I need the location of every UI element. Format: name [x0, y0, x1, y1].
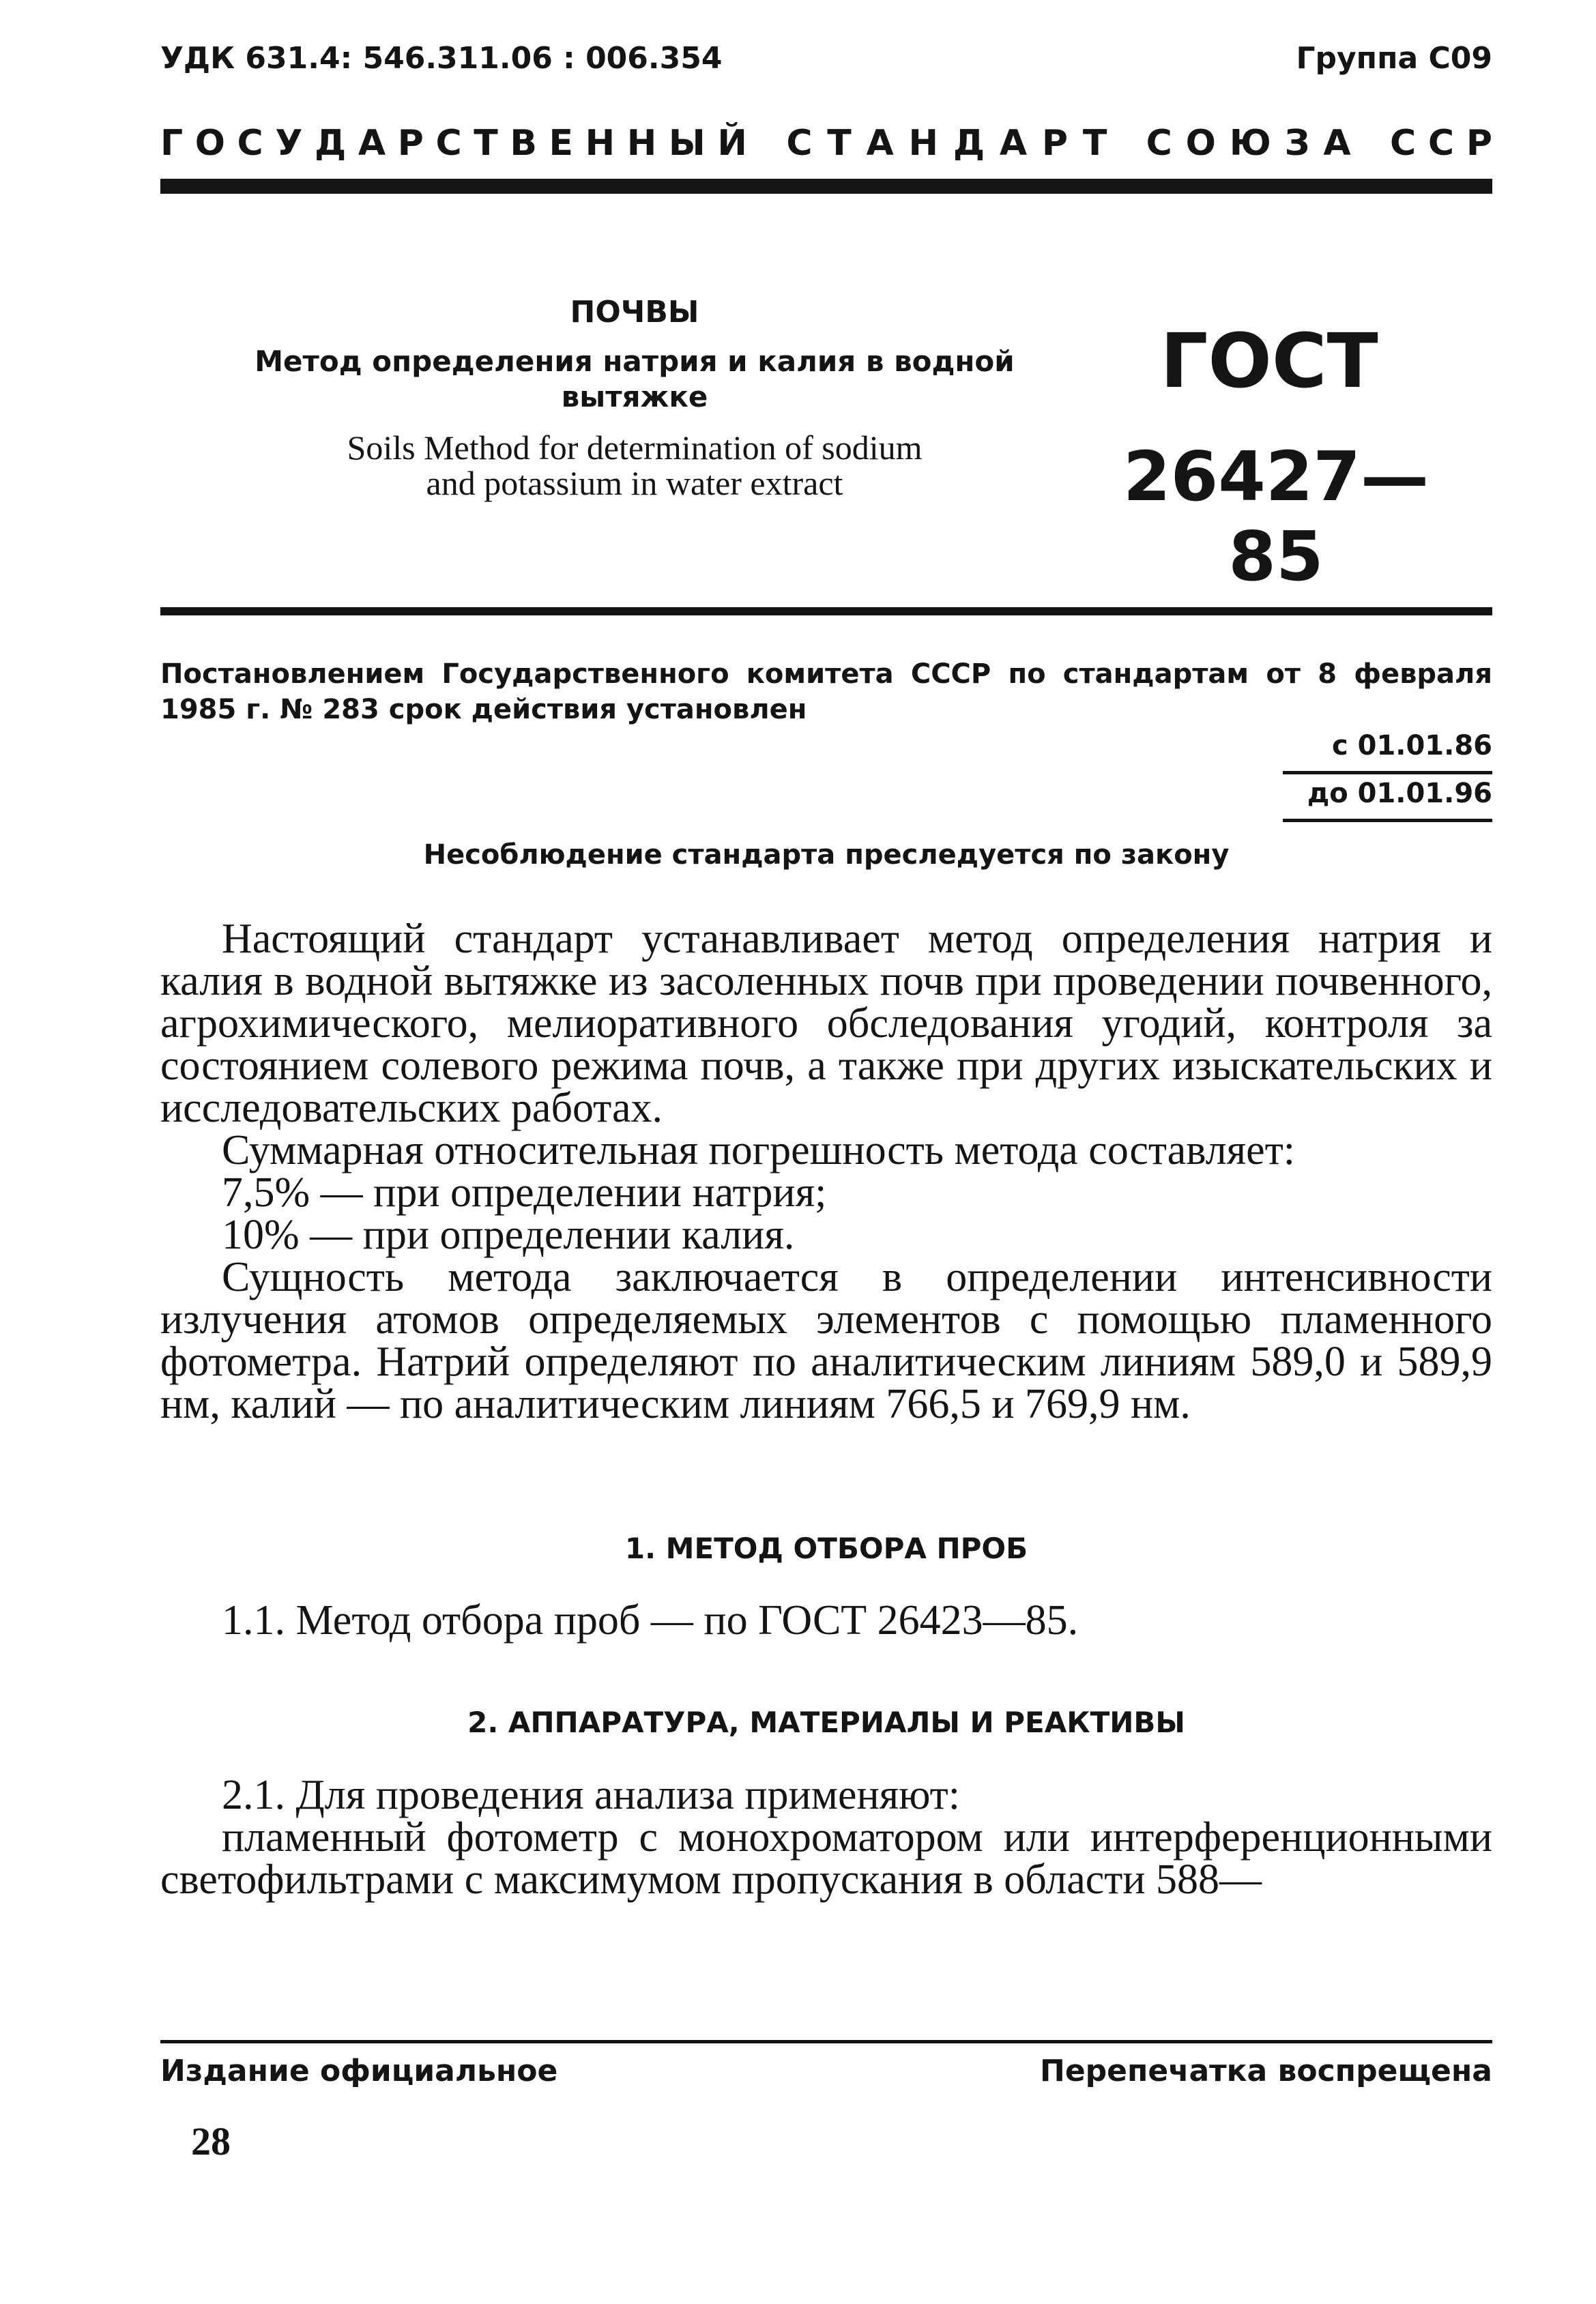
enforcement-notice: Несоблюдение стандарта преследуется по закону — [423, 839, 1230, 871]
header-letter: С — [237, 123, 263, 164]
header-letter: Р — [397, 123, 424, 164]
header-letter: Д — [315, 123, 347, 164]
header-letter: Ы — [668, 123, 706, 164]
header-letter: О — [194, 123, 225, 164]
header-letter: О — [1185, 123, 1216, 164]
method-title-en — [246, 430, 1024, 501]
paragraph-1-1: 1.1. Метод отбора проб — по ГОСТ 26423—85. — [222, 1597, 1079, 1644]
reprint-notice: Перепечатка воспрещена — [1040, 2054, 1492, 2088]
header-letter: Н — [585, 123, 615, 164]
method-title-ru: Метод определения натрия и калия в водной вытяжке — [255, 345, 1015, 413]
date-rule-1 — [1283, 771, 1492, 774]
header-letter: Т — [827, 123, 852, 164]
error-sodium: 7,5% — при определении натрия; — [222, 1169, 827, 1216]
error-intro: Суммарная относительная погрешность метода составляет: — [222, 1127, 1296, 1173]
effective-date-to: до 01.01.96 — [1307, 778, 1492, 809]
header-letter: С — [1146, 123, 1172, 164]
standard-header-title — [160, 123, 1492, 164]
header-letter: С — [1389, 123, 1417, 164]
method-title-en-line1: Soils Method for determination of sodium — [347, 428, 923, 467]
header-letter: Т — [1082, 123, 1107, 164]
subject-title: ПОЧВЫ — [570, 295, 699, 330]
header-letter: Г — [160, 123, 184, 164]
page-number: 28 — [191, 2119, 231, 2163]
gost-number: 26427—85 — [1123, 437, 1429, 596]
header-letter: Р — [1041, 123, 1069, 164]
footer-rule — [160, 2040, 1492, 2043]
header-letter: Ю — [1229, 123, 1271, 164]
header-letter: С — [1427, 123, 1455, 164]
header-word-4 — [1390, 123, 1492, 164]
header-letter: Н — [626, 123, 657, 164]
header-word-1 — [160, 123, 747, 164]
edition-label: Издание официальное — [160, 2054, 558, 2088]
header-letter: А — [866, 123, 894, 164]
header-letter: У — [275, 123, 303, 164]
header-letter: Й — [717, 123, 747, 164]
header-letter: Д — [953, 123, 985, 164]
udk-code: УДК 631.4: 546.311.06 : 006.354 — [160, 41, 723, 76]
section-2-heading: 2. АППАРАТУРА, МАТЕРИАЛЫ И РЕАКТИВЫ — [467, 1706, 1185, 1739]
error-potassium: 10% — при определении калия. — [222, 1212, 795, 1258]
header-letter: Р — [1466, 123, 1492, 164]
header-letter: А — [358, 123, 386, 164]
header-letter: С — [435, 123, 462, 164]
header-letter: Н — [908, 123, 939, 164]
header-word-3 — [1146, 123, 1351, 164]
header-letter: В — [510, 123, 537, 164]
title-rule — [160, 607, 1492, 615]
section-1-heading: 1. МЕТОД ОТБОРА ПРОБ — [624, 1532, 1028, 1565]
paragraph-2-1-continuation: пламенный фотометр с монохроматором или интерференционными светофильтрами с максимумом пропускания в области 588— — [160, 1814, 1492, 1903]
group-code: Группа С09 — [1296, 41, 1492, 76]
header-letter: Е — [549, 123, 574, 164]
effective-date-from: с 01.01.86 — [1331, 730, 1492, 761]
body-text — [160, 918, 1492, 1425]
gost-label: ГОСТ — [1160, 317, 1378, 405]
section-2-body — [160, 1774, 1492, 1901]
paragraph-2-1: 2.1. Для проведения анализа применяют: — [222, 1772, 961, 1818]
intro-paragraph: Настоящий стандарт устанавливает метод определения натрия и калия в водной вытяжке из засоленных почв при проведении почвенного, агрохимического, мелиоративного обследования угодий, контроля за состоянием солевого режима почв, а также при других изыскательских и исследовательских работах. — [160, 916, 1492, 1131]
method-title-en-line2: and potassium in water extract — [426, 464, 843, 502]
date-rule-2 — [1283, 819, 1492, 822]
header-letter: С — [786, 123, 813, 164]
header-word-2 — [786, 123, 1107, 164]
header-letter: А — [999, 123, 1028, 164]
header-letter: З — [1284, 123, 1310, 164]
header-letter: А — [1323, 123, 1351, 164]
essence-paragraph: Сущность метода заключается в определении интенсивности излучения атомов определяемых элементов с помощью пламенного фотометра. Натрий определяют по аналитическим линиям 589,0 и 589,9 нм, калий — по аналитическим линиям 766,5 и 769,9 нм. — [160, 1254, 1492, 1427]
decree-text: Постановлением Государственного комитета СССР по стандартам от 8 февраля 1985 г. № 283 срок действия установлен — [160, 658, 1492, 725]
header-rule — [160, 179, 1492, 194]
header-letter: Т — [474, 123, 498, 164]
